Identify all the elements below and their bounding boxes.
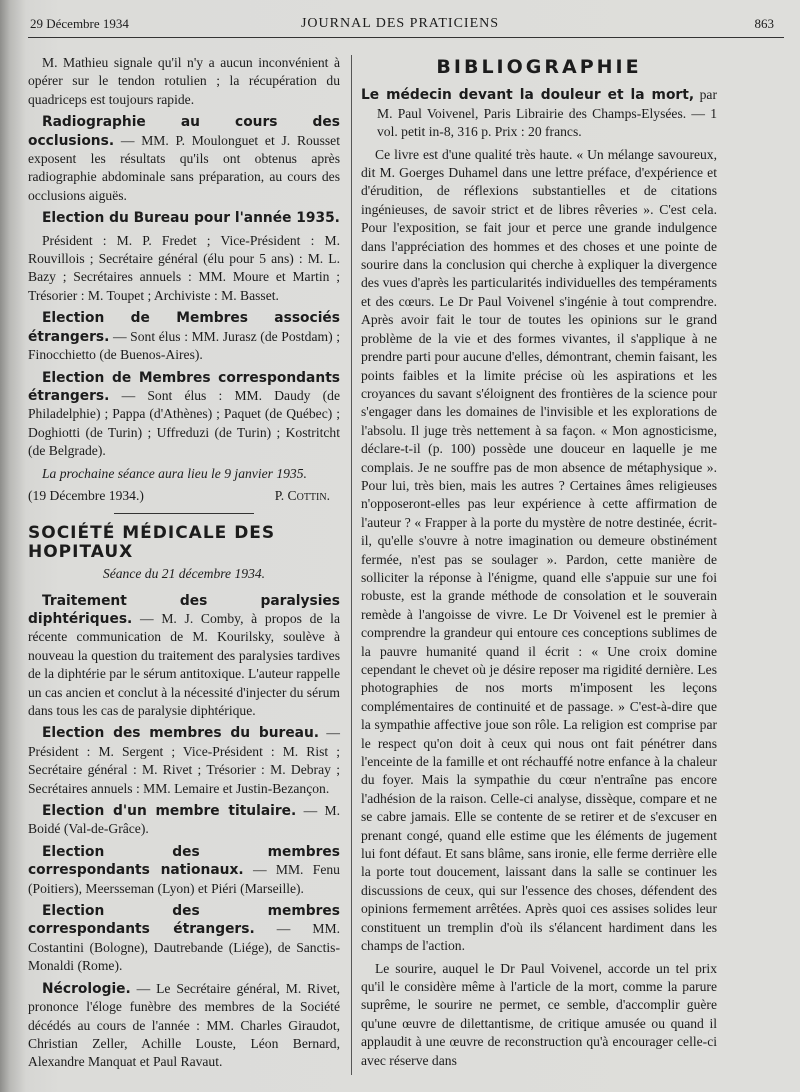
necrologie-heading: Nécrologie. <box>42 980 131 997</box>
header-rule <box>28 37 784 38</box>
nationaux-heading: Election des membres correspondants nationaux. <box>28 843 340 879</box>
societe-title: SOCIÉTÉ MÉDICALE DES HOPITAUX <box>28 523 276 562</box>
bureau-body: Président : M. P. Fredet ; Vice-Président : M. Rouvillois ; Secrétaire général (élu pour 5 ans) : M. L. Bazy ; Secrétaires annuels : MM. Moure et Martin ; Trésorier : M. Toupet ; Archiviste : M. Basset. <box>28 232 340 303</box>
diphterie-heading: Traitement des paralysies diphtériques. <box>28 592 340 627</box>
nationaux-item <box>28 843 340 898</box>
nationaux-body: — MM. Fenu (Poitiers), Meersseman (Lyon) et Piéri (Marseille). <box>28 862 340 896</box>
book-reference <box>361 86 717 141</box>
titulaire-body: — M. Boidé (Val-de-Grâce). <box>28 803 340 837</box>
radiographie-heading: Radiographie au cours des occlusions. <box>28 114 340 149</box>
correspondants-item <box>28 369 340 461</box>
book-details: par M. Paul Voivenel, Paris Librairie des Champs-Elysées. — 1 vol. petit in-8, 316 p. Prix : 20 francs. <box>377 87 717 140</box>
radiographie-item <box>28 113 340 205</box>
review-paragraph-1: Ce livre est d'une qualité très haute. « Un mélange savoureux, dit M. Goerges Duhamel dans une lettre préface, d'expérience et d'érudition, de réflexions substantielles et de citations ingénieuses, de savoir strict et de libres rêveries ». C'est cela. Pour l'exposition, se fait jour et perce une grande indulgence dans l'appréciation des hommes et des choses et une pointe de sourire dans la conclusion qui cherche à expliquer la divergence des vues d'après les particularités individuelles des tempéraments et des cœurs. Le Dr Paul Voivenel s'ingénie à tout comprendre. Après avoir fait le tour de toutes les opinions sur le grand problème de la vie et des formes vivantes, il s'applique à ne prendre parti pour aucune d'elles, démontrant, chemin faisant, les points faibles et la limite précise où les aspirations et les croyances du savant s'éloignent des frontières de la science pour s'engager dans les domaines de l'invisible et les explorations de l'absolu. Il juge très nettement à sa façon. « Mon agnosticisme, déclare-t-il (p. 100) possède une douceur en laquelle je me complais. Je ne souffre pas de mon absence de métaphysique ». Pour lui, très bien, mais les autres ? Certaines âmes religieuses n'opposeront-elles pas leur expérience à cette affirmation de l'auteur ? « Frapper à la porte du mystère de notre destinée, écrit-il, qu'elle s'ouvre à notre imagination ou demeure obstinément fermée, n'est pas se soulager ». Pardon, cette manière de solliciter la réponse à l'énigme, quand elle s'appuie sur une foi robuste, est la grande méthode de consolation et le souverain remède à l'angoisse de vivre. Le Dr Voivenel est le premier à comprendre la grandeur qui entoure ces conceptions sublimes de la pauvre humanité quand il écrit : « Une croix domine cependant le chevet où je désire reposer ma rigidité dernière. Les photographies de nos morts m'imposent les leçons complémentaires de continuité et de passage. » C'est-à-dire que la sympathie affective joue son rôle. La religion est comprise par le respect qu'on doit à ceux qui nous ont fait pénétrer dans l'enceinte de la famille et ont réchauffé notre enfance à la chaleur du foyer. Mais la sympathie du cœur n'entraîne pas encore l'adhésion de la raison. Celle-ci analyse, dissèque, compare et ne se cabre jamais. Elle se contente de se retirer et de s'excuser en prenant congé, quand elle estime que les éléments de jugement lui font défaut. Et sans blâme, sans ironie, elle ferme derrière elle la porte tout doucement, laissant dans la salle se continuer les discussions de ceux, qui sur l'essence des choses, défendent des opinions fermement arrêtées. Après quoi ces assises solides leur constituent un tremplin d'où ils s'élancent hardiment dans les champs de l'action. <box>361 146 717 954</box>
bureau-heading: Election du Bureau pour l'année 1935. <box>42 210 340 227</box>
right-column <box>361 54 717 1074</box>
intro-paragraph: M. Mathieu signale qu'il n'y a aucun inconvénient à opérer sur le tendon rotulien ; la récupération du quadriceps est toujours rapide. <box>28 55 340 107</box>
election-bureau-heading: Election des membres du bureau. <box>42 725 320 742</box>
signature-line <box>28 487 340 505</box>
necrologie-item <box>28 980 340 1072</box>
titulaire-heading: Election d'un membre titulaire. <box>42 803 297 820</box>
associes-item <box>28 309 340 364</box>
etrangers-heading: Election des membres correspondants étrangers. <box>28 903 340 938</box>
signature: P. Cottin. <box>274 487 330 503</box>
correspondants-body: — Sont élus : MM. Daudy (de Philadelphie) ; Pappa (d'Athènes) ; Paquet (de Québec) ; Doghiotti (de Turin) ; Uffreduzi (de Turin) ; Kostritcht (de Belgrade). <box>28 387 340 459</box>
header-date: 29 Décembre 1934 <box>30 16 129 31</box>
page-number: 863 <box>754 16 774 31</box>
bibliographie-title: BIBLIOGRAPHIE <box>436 56 642 78</box>
review-paragraph-2: Le sourire, auquel le Dr Paul Voivenel, accorde un tel prix qu'il le considère même à l'article de la mort, comme la parure suprême, le sourire ne permet, ce semble, d'accomplir guère qu'une œuvre de dilettantisme, de critique amusée ou quand il applaudit à une œuvre de reconstruction qu'à encourager celle-ci avec réserve dans <box>361 960 717 1068</box>
correspondants-heading: Election de Membres correspondants étrangers. <box>28 369 340 404</box>
election-bureau-item <box>28 724 340 798</box>
etrangers-body: — MM. Costantini (Bologne), Dautrebande (Liége), de Sanctis-Monaldi (Rome). <box>28 921 340 974</box>
necrologie-body: — Le Secrétaire général, M. Rivet, prononce l'éloge funèbre des membres de la Société décédés au cours de l'année : MM. Charles Giraudot, Christian Zeller, Achille Louste, Léon Bernard, Alexandre Manquat et Paul Ravaut. <box>28 980 340 1070</box>
book-title: Le médecin devant la douleur et la mort, <box>361 87 695 104</box>
meeting-date: (19 Décembre 1934.) <box>28 487 144 503</box>
etrangers-item <box>28 902 340 976</box>
election-bureau-body: — Président : M. Sergent ; Vice-Président : M. Rist ; Secrétaire général : M. Rivet ; Trésorier : M. Debray ; Secrétaires annuels : MM. Lemaire et Justin-Bezançon. <box>28 725 341 796</box>
bureau-heading-line <box>28 209 340 227</box>
radiographie-body: — MM. P. Moulonguet et J. Rousset exposent les résultats qu'ils ont obtenus après radiographie abdominale sans préparation, au cours des occlusions aiguës. <box>28 132 340 203</box>
diphterie-body: — M. J. Comby, à propos de la récente communication de M. Kourilsky, soulève à nouveau la question du traitement des paralysies tardives de la diphtérie par le sérum antitoxique. L'auteur rappelle un cas ancien et conclut à la nécessité d'injecter du sérum dans tous les cas de paralysie diphtérique. <box>28 610 340 718</box>
titulaire-item <box>28 802 340 839</box>
column-divider <box>351 55 352 1075</box>
section-rule <box>114 513 254 514</box>
diphterie-item <box>28 592 340 721</box>
seance-date: Séance du 21 décembre 1934. <box>102 566 266 582</box>
left-column <box>28 54 340 1076</box>
journal-title: JOURNAL DES PRATICIENS <box>300 16 500 31</box>
associes-body: — Sont élus : MM. Jurasz (de Postdam) ; Finocchietto (de Buenos-Aires). <box>28 328 340 363</box>
next-meeting: La prochaine séance aura lieu le 9 janvier 1935. <box>42 465 307 481</box>
associes-heading: Election de Membres associés étrangers. <box>28 310 340 345</box>
